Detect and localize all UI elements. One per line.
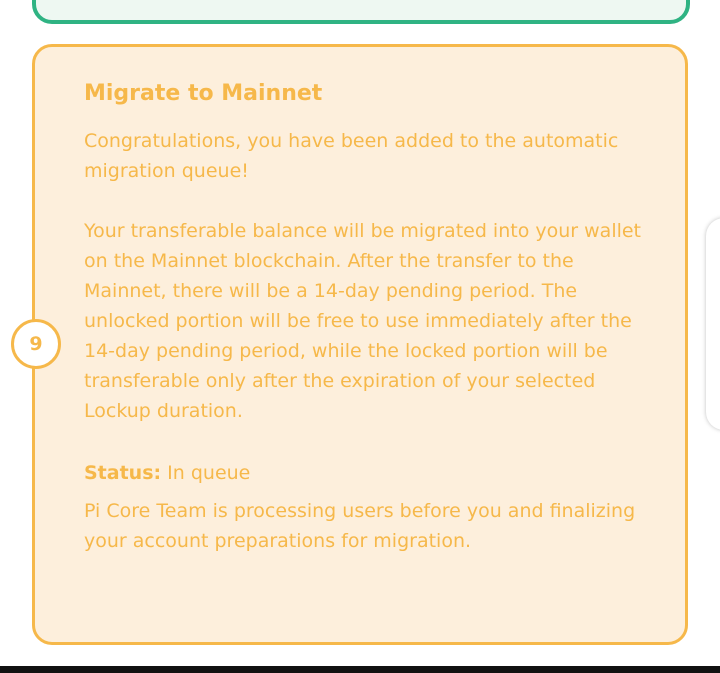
step-title: Migrate to Mainnet (84, 81, 323, 106)
step-number-badge (11, 319, 61, 369)
side-panel-tab[interactable] (706, 218, 720, 430)
migration-details-text: Your transferable balance will be migrated into your wallet on the Mainnet blockchain. After the transfer to the Mainnet, there will be a 14-day pending period. The unlocked portion will be free to use immediately after the 14-day pending period, while the locked portion will be transferable only after the expiration of your selected Lockup duration. (84, 220, 642, 422)
step-number: 9 (29, 333, 43, 355)
processing-text: Pi Core Team is processing users before you and finalizing your account preparations for migration. (84, 500, 636, 552)
previous-step-card (32, 0, 690, 24)
status-value: In queue (167, 462, 251, 484)
congratulations-text: Congratulations, you have been added to the automatic migration queue! (84, 130, 619, 182)
step-content (84, 76, 644, 556)
status-label: Status: (84, 462, 162, 484)
status-line (84, 458, 644, 488)
bottom-system-bar (0, 666, 720, 673)
